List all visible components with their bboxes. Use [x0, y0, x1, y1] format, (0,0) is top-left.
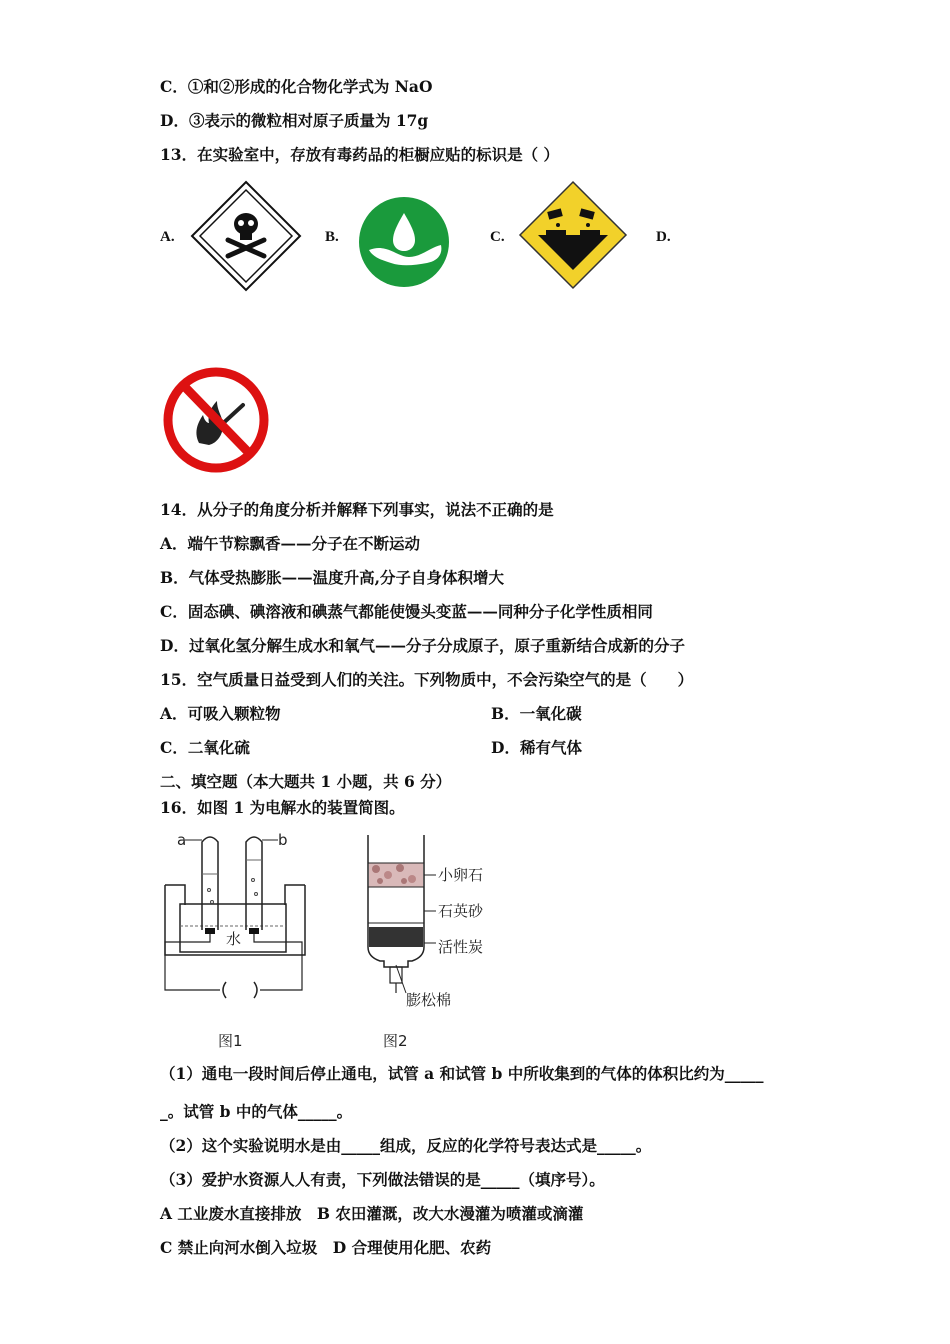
q15-option-a: A．可吸入颗粒物 [160, 704, 281, 723]
electrolysis-apparatus-figure [160, 830, 310, 1000]
q15-option-d: D．稀有气体 [491, 738, 582, 757]
q13-label-a: A. [160, 229, 175, 245]
q16-choices-cd: C 禁止向河水倒入垃圾 D 合理使用化肥、农药 [160, 1238, 492, 1257]
q14-option-b: B．气体受热膨胀——温度升高,分子自身体积增大 [160, 568, 504, 587]
section2-title: 二、填空题（本大题共 1 小题，共 6 分） [160, 772, 452, 791]
fig2-layer-quartz: 石英砂 [438, 902, 484, 920]
q16-choices-ab: A 工业废水直接排放 B 农田灌溉，改大水漫灌为喷灌或滴灌 [160, 1204, 584, 1223]
fig1-label-b: b [278, 831, 288, 849]
q15-stem: 15．空气质量日益受到人们的关注。下列物质中，不会污染空气的是（ ） [160, 670, 694, 689]
q13-stem: 13．在实验室中，存放有毒药品的柜橱应贴的标识是（ ） [160, 145, 559, 164]
q15-option-c: C．二氧化硫 [160, 738, 250, 757]
q12-option-c: C．①和②形成的化合物化学式为 NaO [160, 77, 433, 96]
q16-part1-line2: _。试管 b 中的气体_____。 [160, 1102, 353, 1121]
q14-option-c: C．固态碘、碘溶液和碘蒸气都能使馒头变蓝——同种分子化学性质相同 [160, 602, 653, 621]
fig1-label-a: a [177, 831, 187, 849]
q13-label-c: C. [490, 229, 505, 245]
fig2-layer-pebbles: 小卵石 [438, 866, 484, 884]
no-fire-sign-icon [161, 365, 271, 475]
fig2-layer-cotton: 膨松棉 [406, 991, 452, 1009]
q14-stem: 14．从分子的角度分析并解释下列事实，说法不正确的是 [160, 500, 554, 519]
q13-label-b: B. [325, 229, 339, 245]
corrosive-sign-icon [518, 180, 628, 290]
q16-part2: （2）这个实验说明水是由_____组成，反应的化学符号表达式是_____。 [160, 1136, 652, 1155]
water-filter-figure [360, 835, 510, 1015]
q13-label-d: D. [656, 229, 671, 245]
q12-option-d: D．③表示的微粒相对原子质量为 17g [160, 111, 429, 130]
toxic-sign-icon [190, 180, 302, 292]
q14-option-d: D．过氧化氢分解生成水和氧气——分子分成原子，原子重新结合成新的分子 [160, 636, 685, 655]
q16-part1-line1: （1）通电一段时间后停止通电，试管 a 和试管 b 中所收集到的气体的体积比约为_____ [160, 1064, 764, 1083]
q14-option-a: A．端午节粽飘香——分子在不断运动 [160, 534, 421, 553]
q16-part3: （3）爱护水资源人人有责，下列做法错误的是_____（填序号）。 [160, 1170, 605, 1189]
fig2-caption: 图2 [383, 1032, 408, 1050]
water-saving-sign-icon [357, 195, 451, 289]
fig1-water-label: 水 [226, 930, 242, 948]
fig2-layer-carbon: 活性炭 [438, 938, 484, 956]
fig1-caption: 图1 [218, 1032, 243, 1050]
q16-stem: 16．如图 1 为电解水的装置简图。 [160, 798, 405, 817]
q15-option-b: B．一氧化碳 [491, 704, 582, 723]
